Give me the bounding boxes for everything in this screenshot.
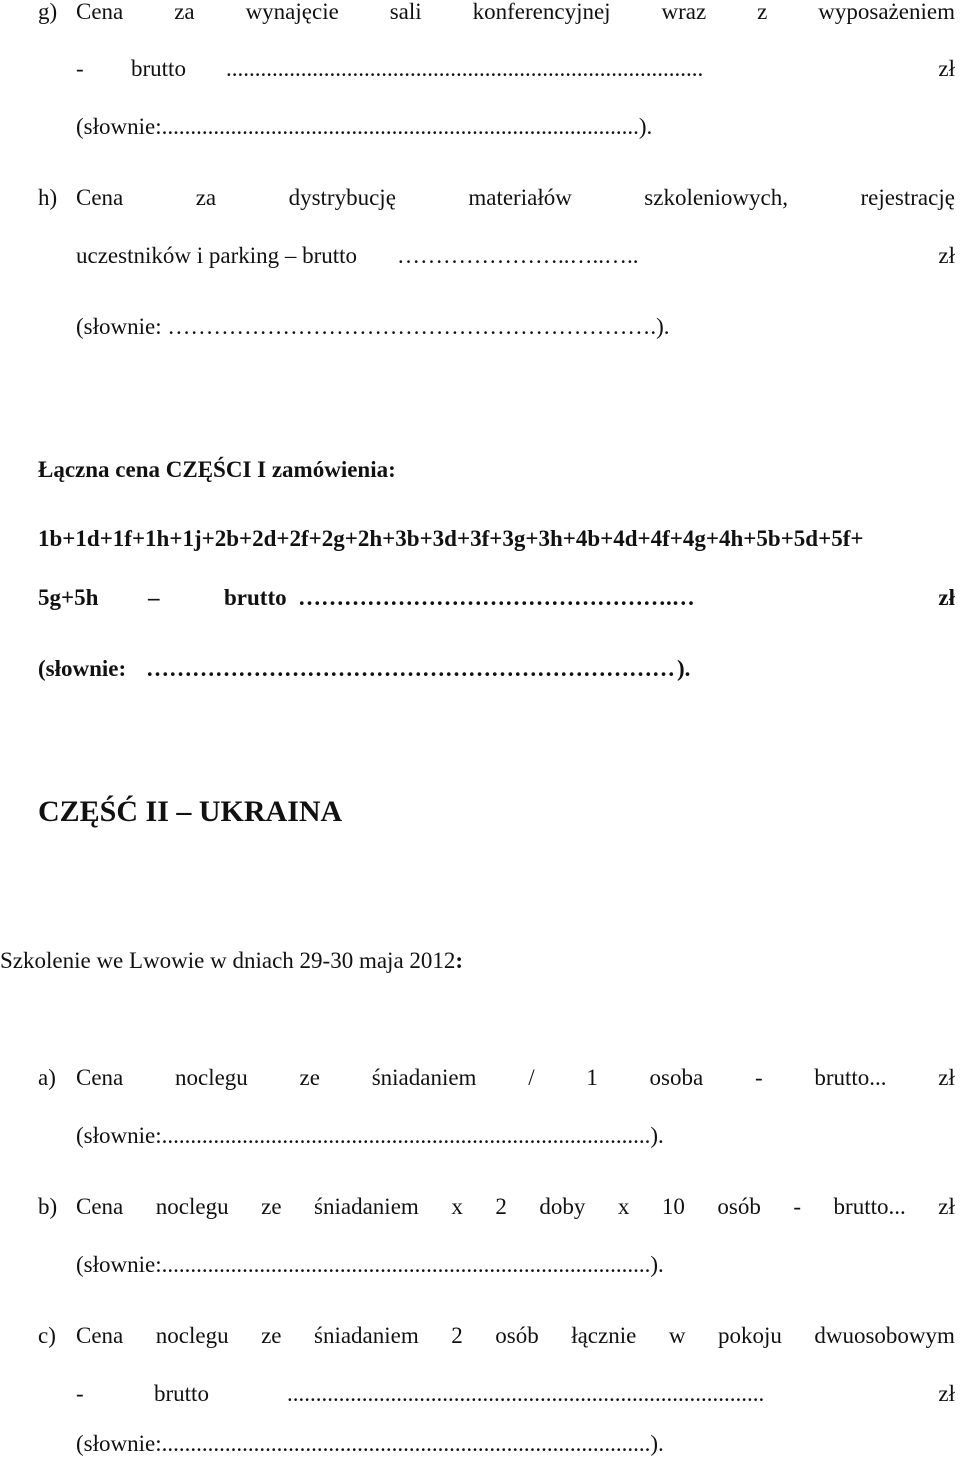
word: ze — [261, 1323, 282, 1348]
word: doby — [539, 1194, 586, 1219]
formula-text-end: 5g+5h — [38, 585, 99, 610]
in-words-field: (słownie:.....................................................................................). — [76, 1431, 664, 1456]
total-heading — [0, 450, 960, 490]
word: 10 — [661, 1194, 685, 1219]
item-b-words — [76, 1187, 955, 1227]
item-c-words — [76, 1316, 955, 1356]
dash: – — [148, 585, 160, 610]
word: osób — [717, 1194, 761, 1219]
item-c-line2 — [0, 1374, 960, 1414]
word: łącznie — [571, 1323, 637, 1348]
item-a-line2 — [0, 1116, 960, 1156]
training-text: Szkolenie we Lwowie w dniach 29-30 maja 2012 — [0, 948, 456, 973]
word: wyposażeniem — [818, 0, 955, 24]
item-b-marker: b) — [38, 1194, 58, 1219]
word: Cena — [76, 1323, 124, 1348]
item-a-marker: a) — [38, 1065, 56, 1090]
word: 2 — [495, 1194, 507, 1219]
word: za — [195, 185, 217, 210]
word: ze — [299, 1065, 320, 1090]
word: wraz — [661, 0, 707, 24]
in-words-field: (słownie:.....................................................................................). — [76, 1252, 664, 1277]
word: noclegu — [155, 1323, 229, 1348]
fill-dots: …………………………………………………………… — [146, 656, 675, 681]
currency-unit: zł — [938, 585, 955, 610]
word: szkoleniowych, — [644, 185, 788, 210]
in-words-close: ). — [677, 656, 691, 681]
item-h-text: uczestników i parking – brutto — [76, 243, 358, 268]
word: brutto... — [833, 1194, 906, 1219]
item-g-line2 — [0, 49, 960, 89]
word: z — [757, 0, 768, 24]
in-words-field: (słownie:.....................................................................................). — [76, 1123, 664, 1148]
item-h-line3 — [0, 307, 960, 347]
item-h-line2 — [0, 236, 960, 276]
word: - — [754, 1065, 763, 1090]
item-b-line1 — [0, 1187, 960, 1227]
item-g-marker: g) — [38, 0, 58, 24]
word: Cena — [76, 1065, 124, 1090]
word: x — [451, 1194, 463, 1219]
word: osoba — [649, 1065, 704, 1090]
word: pokoju — [717, 1323, 782, 1348]
item-g-line1 — [0, 0, 960, 32]
word: / — [528, 1065, 535, 1090]
word: osób — [495, 1323, 539, 1348]
item-h-line1 — [0, 178, 960, 218]
word: konferencyjnej — [472, 0, 611, 24]
total-heading-text: Łączna cena CZĘŚCI I zamówienia: — [38, 457, 396, 482]
training-colon: : — [455, 948, 464, 973]
word: noclegu — [155, 1194, 229, 1219]
item-h-words — [76, 178, 955, 218]
word: x — [617, 1194, 630, 1219]
currency-unit: zł — [938, 56, 955, 81]
word: - — [793, 1194, 802, 1219]
word: sali — [389, 0, 422, 24]
item-c-line3 — [0, 1424, 960, 1464]
word: śniadaniem — [371, 1065, 477, 1090]
fill-dots: …………………..…..….. — [397, 243, 639, 268]
fill-dots: ………………………………………….… — [298, 585, 695, 610]
word: dwuosobowym — [814, 1323, 955, 1348]
item-g-words — [76, 0, 955, 32]
fill-dots: ................................................................................... — [226, 56, 704, 81]
item-a-line1 — [0, 1058, 960, 1098]
word: 2 — [451, 1323, 463, 1348]
word: brutto... — [814, 1065, 887, 1090]
word: materiałów — [468, 185, 572, 210]
word: 1 — [586, 1065, 598, 1090]
word: śniadaniem — [314, 1194, 419, 1219]
currency-unit: zł — [938, 243, 955, 268]
word: za — [174, 0, 195, 24]
total-words-line — [0, 649, 960, 689]
word: dystrybucję — [288, 185, 396, 210]
word: w — [668, 1323, 686, 1348]
brutto-label: brutto — [154, 1381, 209, 1406]
formula-text: 1b+1d+1f+1h+1j+2b+2d+2f+2g+2h+3b+3d+3f+3g+3h+4b+4d+4f+4g+4h+5b+5d+5f+ — [38, 526, 864, 551]
total-formula-line1 — [0, 519, 960, 559]
total-formula-line2 — [0, 578, 960, 618]
currency-unit: zł — [938, 1194, 955, 1219]
item-h-marker: h) — [38, 185, 58, 210]
word: rejestrację — [860, 185, 955, 210]
item-a-words — [76, 1058, 955, 1098]
item-c-marker: c) — [38, 1323, 56, 1348]
item-b-line2 — [0, 1245, 960, 1285]
word: śniadaniem — [314, 1323, 419, 1348]
training-line — [0, 941, 960, 981]
brutto-label: brutto — [224, 585, 287, 610]
word: Cena — [76, 1194, 124, 1219]
fill-dots: ................................................................................... — [287, 1381, 765, 1406]
brutto-label: brutto — [131, 56, 186, 81]
part2-heading-text: CZĘŚĆ II – UKRAINA — [38, 795, 343, 828]
dash: - — [76, 56, 84, 81]
in-words-label: (słownie: — [38, 656, 127, 681]
word: wynajęcie — [245, 0, 339, 24]
item-g-line3 — [0, 107, 960, 147]
in-words-field: (słownie:...................................................................................). — [76, 114, 653, 139]
currency-unit: zł — [938, 1065, 955, 1090]
dash: - — [76, 1381, 84, 1406]
item-c-line1 — [0, 1316, 960, 1356]
word: Cena — [76, 185, 124, 210]
currency-unit: zł — [938, 1381, 955, 1406]
word: Cena — [76, 0, 124, 24]
part2-heading — [0, 792, 960, 832]
in-words-field: (słownie: ……………………………………………………….). — [76, 314, 670, 339]
word: noclegu — [175, 1065, 248, 1090]
word: ze — [261, 1194, 282, 1219]
